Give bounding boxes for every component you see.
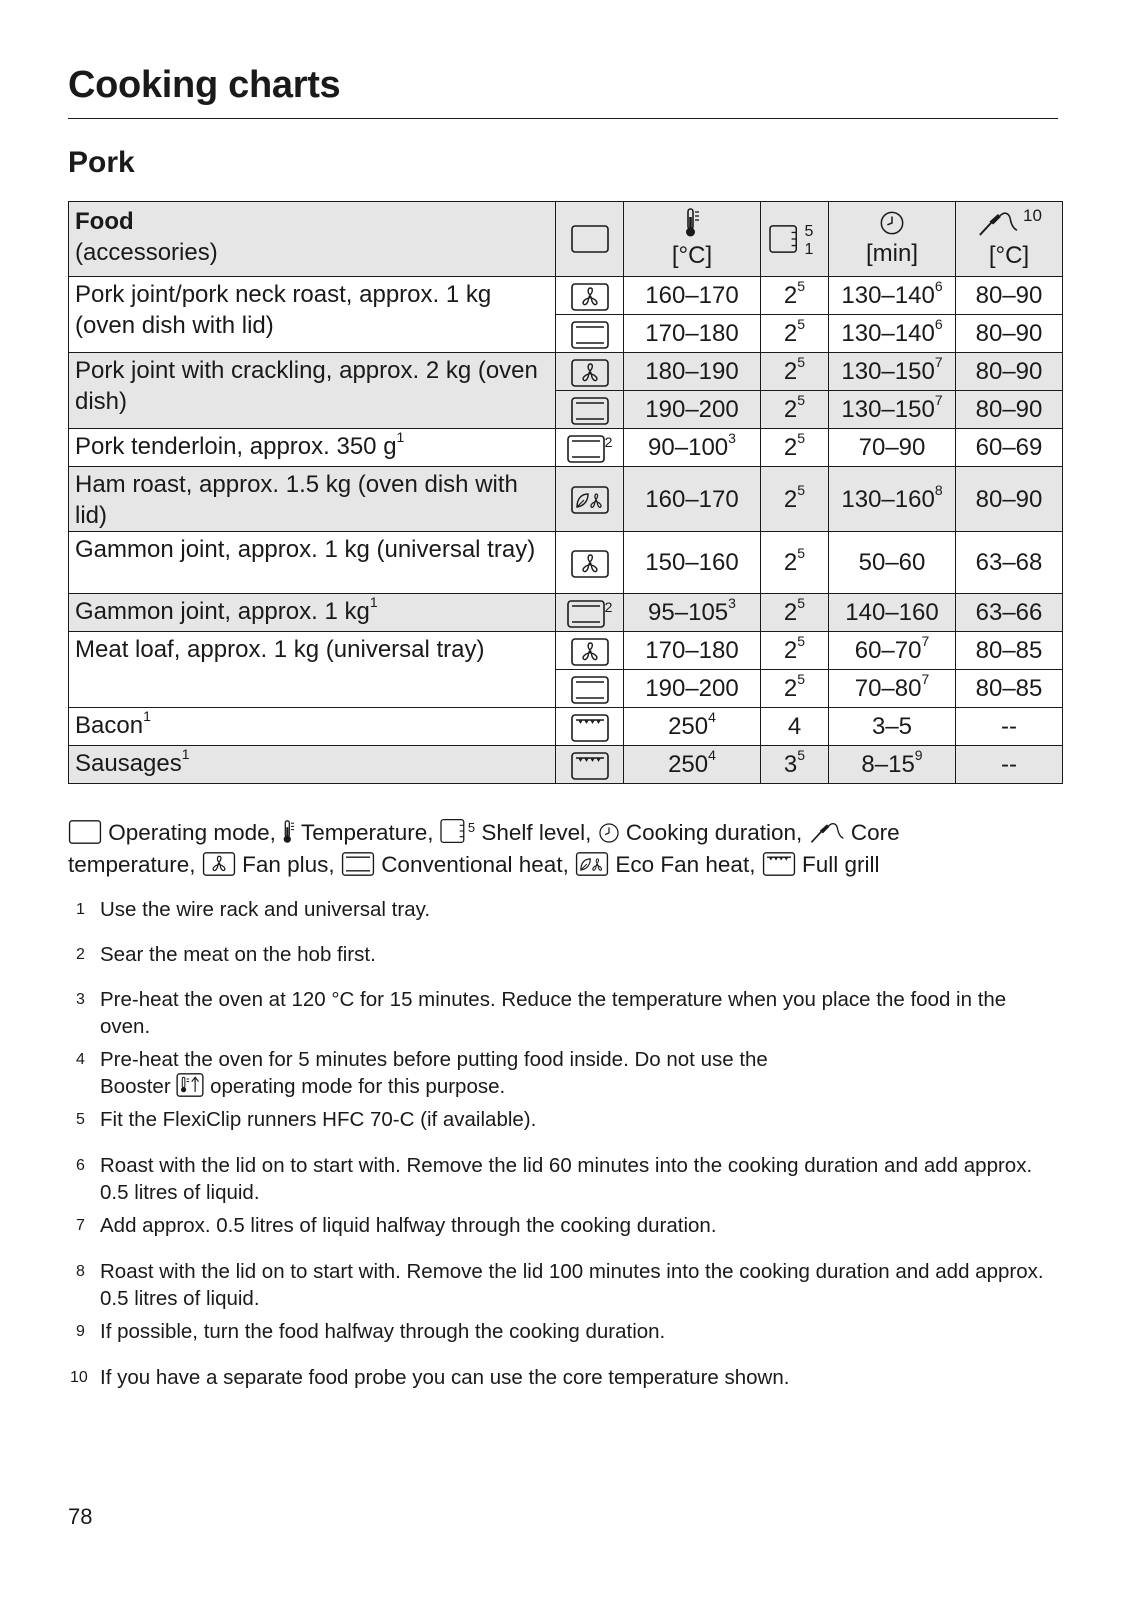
duration-cell-value: 60–70 (854, 637, 922, 664)
food-name: Pork joint with crackling, approx. 2 kg (oven dish) (75, 357, 538, 415)
temperature-cell (624, 632, 761, 670)
food-name: Pork joint/pork neck roast, approx. 1 kg (oven dish with lid) (75, 281, 492, 339)
core-header-group (969, 205, 1049, 238)
core-temperature-cell-value: 60–69 (975, 434, 1043, 461)
footnote-ref: 7 (921, 671, 930, 687)
section-title: Pork (68, 146, 135, 179)
duration-cell-value: 8–15 (861, 751, 915, 778)
temperature-cell (624, 429, 761, 467)
footnote-text: If you have a separate food probe you can use the core temperature shown. (100, 1366, 790, 1389)
footnote-ref: 5 (797, 747, 806, 763)
footnote-ref: 7 (934, 354, 943, 370)
title-divider (68, 118, 1058, 119)
core-temperature-cell (956, 467, 1063, 532)
duration-cell-value: 130–140 (841, 282, 935, 309)
shelf-level-cell-value: 2 (783, 637, 798, 664)
header-core-temperature (956, 202, 1063, 277)
operating-mode-cell (556, 353, 624, 391)
footnote-ref: 6 (934, 278, 943, 294)
header-temperature (624, 202, 761, 277)
footnote-number: 8 (76, 1263, 85, 1280)
eco-fan-heat-icon (575, 852, 609, 876)
shelf-sup-top: 5 (804, 223, 814, 240)
temperature-cell (624, 708, 761, 746)
footnote-ref: 1 (181, 746, 190, 762)
shelf-level-cell-value: 2 (783, 549, 798, 576)
food-cell (69, 746, 556, 784)
eco-fan-heat-icon (571, 486, 609, 514)
temperature-cell-value: 250 (668, 713, 709, 740)
fan-plus-icon (202, 852, 236, 876)
header-accessories-label: (accessories) (75, 239, 218, 266)
conventional-heat-icon (341, 852, 375, 876)
header-shelf-level (761, 202, 829, 277)
core-temperature-cell (956, 353, 1063, 391)
shelf-level-cell-value: 2 (783, 320, 798, 347)
table-row (69, 708, 1063, 746)
thermometer-icon (684, 208, 700, 238)
footnote-number: 6 (76, 1157, 85, 1174)
shelf-level-cell (761, 391, 829, 429)
food-cell (69, 467, 556, 532)
table-row (69, 632, 1063, 670)
footnote-ref: 2 (604, 434, 613, 450)
footnote-ref: 5 (797, 671, 806, 687)
duration-cell-value: 70–90 (858, 434, 926, 461)
core-temperature-cell-value: 80–90 (975, 320, 1043, 347)
core-temperature-cell (956, 391, 1063, 429)
header-core-unit: [°C] (988, 241, 1030, 269)
footnote-number: 2 (76, 946, 85, 963)
duration-cell (829, 746, 956, 784)
food-name: Pork tenderloin, approx. 350 g (75, 433, 397, 460)
fan-plus-icon (571, 550, 609, 578)
shelf-level-cell (761, 670, 829, 708)
core-temperature-cell-value: 80–90 (975, 485, 1043, 513)
core-temperature-cell (956, 746, 1063, 784)
conventional-heat-icon (571, 397, 609, 425)
shelf-level-cell (761, 429, 829, 467)
shelf-sup-bottom: 1 (804, 241, 814, 258)
temperature-cell-value: 170–180 (645, 637, 739, 664)
core-temperature-cell (956, 670, 1063, 708)
footnote-text: If possible, turn the food halfway through the cooking duration. (100, 1320, 666, 1343)
food-probe-icon (809, 821, 845, 844)
shelf-level-cell (761, 353, 829, 391)
table-row (69, 429, 1063, 467)
duration-cell-value: 130–140 (841, 320, 935, 347)
food-cell (69, 594, 556, 632)
footnote-ref: 1 (396, 429, 405, 445)
shelf-level-cell (761, 532, 829, 594)
shelf-level-cell-value: 4 (787, 713, 802, 740)
operating-mode-cell (556, 315, 624, 353)
footnote-number: 4 (76, 1051, 85, 1068)
shelf-level-cell (761, 315, 829, 353)
shelf-level-header-group (769, 222, 821, 256)
legend-temperature: Temperature, (301, 820, 434, 845)
table-row (69, 467, 1063, 532)
header-temperature-unit: [°C] (671, 241, 713, 269)
shelf-level-cell-value: 2 (783, 396, 798, 423)
table-row (69, 746, 1063, 784)
core-temperature-cell-value: 80–90 (975, 358, 1043, 385)
footnote-text: Use the wire rack and universal tray. (100, 898, 431, 921)
duration-cell (829, 429, 956, 467)
operating-mode-cell (556, 632, 624, 670)
legend-core: Core (850, 820, 900, 845)
core-temperature-cell (956, 429, 1063, 467)
duration-cell-value: 50–60 (858, 549, 926, 576)
core-temperature-cell-value: 80–85 (975, 637, 1043, 664)
operating-mode-icon (68, 820, 102, 844)
food-probe-icon (977, 210, 1019, 237)
shelf-level-cell-value: 2 (783, 675, 798, 702)
full-grill-icon (571, 714, 609, 742)
temperature-cell-value: 180–190 (645, 358, 739, 385)
duration-cell-value: 130–160 (841, 485, 935, 513)
shelf-level-cell (761, 594, 829, 632)
header-duration-unit: [min] (865, 239, 918, 267)
temperature-cell (624, 391, 761, 429)
temperature-cell (624, 467, 761, 532)
fan-plus-icon (571, 359, 609, 387)
operating-mode-cell (556, 391, 624, 429)
footnote-text-part: Pre-heat the oven for 5 minutes before putting food inside. Do not use the (100, 1048, 768, 1071)
food-name: Meat loaf, approx. 1 kg (universal tray) (75, 636, 485, 663)
footnote-ref: 1 (143, 708, 151, 724)
operating-mode-cell (556, 670, 624, 708)
food-name: Bacon (75, 712, 144, 739)
page-title: Cooking charts (68, 64, 341, 106)
footnote-text-part: operating mode for this purpose. (210, 1075, 506, 1098)
duration-cell (829, 532, 956, 594)
footnote-ref: 5 (797, 354, 806, 370)
conventional-heat-icon (571, 321, 609, 349)
table-row (69, 594, 1063, 632)
icon-legend: Operating mode, Temperature, $^5$ Shelf level, Cooking duration, Core temperature, Fan plus, Conventional heat, Eco Fan heat, Full grill (68, 820, 900, 877)
operating-mode-cell (556, 746, 624, 784)
table-row (69, 532, 1063, 594)
footnote-text: Sear the meat on the hob first. (100, 943, 376, 966)
food-cell (69, 532, 556, 594)
operating-mode-cell (556, 532, 624, 594)
core-temperature-cell (956, 594, 1063, 632)
food-name: Sausages (75, 750, 182, 777)
header-operating-mode (556, 202, 624, 277)
footnote-number: 1 (76, 901, 85, 918)
thermometer-icon (282, 820, 295, 844)
core-temperature-cell (956, 532, 1063, 594)
footnote-ref: 5 (797, 481, 806, 498)
operating-mode-cell (556, 708, 624, 746)
temperature-cell-value: 190–200 (645, 675, 739, 702)
operating-mode-cell (556, 467, 624, 532)
table-body (69, 277, 1063, 784)
food-cell (69, 353, 556, 429)
footnote-number: 3 (76, 991, 85, 1008)
duration-cell-value: 70–80 (854, 675, 922, 702)
core-temperature-cell (956, 632, 1063, 670)
temperature-cell (624, 746, 761, 784)
duration-cell-value: 3–5 (871, 713, 913, 740)
temperature-cell-value: 95–105 (648, 599, 729, 626)
conventional-heat-icon (571, 676, 609, 704)
food-name: Gammon joint, approx. 1 kg (75, 598, 370, 625)
duration-cell (829, 670, 956, 708)
shelf-level-icon (769, 224, 801, 254)
duration-cell (829, 391, 956, 429)
food-cell (69, 632, 556, 708)
duration-cell (829, 277, 956, 315)
duration-cell (829, 632, 956, 670)
footnote-ref: 5 (797, 545, 806, 561)
footnote-text: Roast with the lid on to start with. Remove the lid 60 minutes into the cooking duration and add approx. 0.5 litres of liquid. (100, 1154, 1033, 1204)
duration-cell-value: 140–160 (845, 599, 939, 626)
footnote-text (100, 1046, 1060, 1100)
table-header-row (69, 202, 1063, 277)
shelf-level-cell (761, 277, 829, 315)
full-grill-icon (762, 852, 796, 876)
footnote-text: Pre-heat the oven at 120 °C for 15 minutes. Reduce the temperature when you place the food in the oven. (100, 988, 1007, 1038)
core-sup: 10 (1023, 205, 1042, 225)
shelf-level-cell-value: 3 (783, 751, 798, 778)
footnote-ref: 1 (369, 594, 378, 610)
shelf-level-cell-value: 2 (783, 485, 798, 513)
temperature-cell (624, 315, 761, 353)
temperature-cell (624, 594, 761, 632)
table-row (69, 277, 1063, 315)
footnote-ref: 9 (914, 747, 923, 763)
temperature-cell-value: 150–160 (645, 549, 739, 576)
shelf-level-cell (761, 632, 829, 670)
header-food (69, 202, 556, 277)
footnote-text: Fit the FlexiClip runners HFC 70-C (if available). (100, 1108, 537, 1131)
temperature-cell-value: 170–180 (645, 320, 739, 347)
clock-icon (598, 822, 620, 844)
core-temperature-cell (956, 277, 1063, 315)
footnote-ref: 7 (921, 633, 930, 649)
operating-mode-cell (556, 277, 624, 315)
footnote-number: 7 (76, 1217, 85, 1234)
shelf-level-icon (440, 818, 468, 844)
operating-mode-cell (556, 429, 624, 467)
footnote-ref: 5 (797, 595, 806, 611)
conventional-heat-icon (567, 435, 605, 463)
duration-cell (829, 594, 956, 632)
full-grill-icon (571, 752, 609, 780)
fan-plus-icon (571, 638, 609, 666)
cooking-chart-table (68, 201, 1063, 784)
legend-core-temperature: temperature, (68, 852, 196, 877)
core-temperature-cell (956, 315, 1063, 353)
table-row (69, 353, 1063, 391)
footnote-ref: 5 (797, 430, 806, 446)
legend-eco-fan-heat: Eco Fan heat, (615, 852, 756, 877)
footnote-ref: 4 (708, 709, 716, 725)
legend-full-grill: Full grill (801, 852, 880, 877)
temperature-cell-value: 160–170 (645, 485, 739, 513)
legend-conventional-heat: Conventional heat, (381, 852, 569, 877)
food-name: Ham roast, approx. 1.5 kg (oven dish with lid) (75, 471, 518, 529)
footnote-text: Add approx. 0.5 litres of liquid halfway through the cooking duration. (100, 1214, 717, 1237)
footnote-ref: 2 (604, 599, 613, 615)
footnote-ref: 5 (797, 392, 806, 408)
legend-fan-plus: Fan plus, (242, 852, 335, 877)
temperature-cell-value: 250 (668, 751, 709, 778)
shelf-level-cell (761, 746, 829, 784)
duration-cell-value: 130–150 (841, 358, 935, 385)
shelf-level-cell (761, 467, 829, 532)
temperature-cell-value: 90–100 (648, 434, 729, 461)
food-cell (69, 429, 556, 467)
booster-icon (176, 1073, 204, 1097)
duration-cell-value: 130–150 (841, 396, 935, 423)
shelf-level-cell (761, 708, 829, 746)
core-temperature-cell-value: 80–90 (975, 282, 1043, 309)
footnote-ref: 7 (934, 392, 943, 408)
temperature-cell-value: 160–170 (645, 282, 739, 309)
legend-shelf-level: Shelf level, (481, 820, 592, 845)
temperature-cell-value: 190–200 (645, 396, 739, 423)
food-cell (69, 277, 556, 353)
header-cooking-duration (829, 202, 956, 277)
footnote-ref: 5 (797, 278, 806, 294)
footnote-ref: 6 (934, 316, 943, 332)
shelf-level-cell-value: 2 (783, 358, 798, 385)
footnote-number: 5 (76, 1111, 85, 1128)
footnote-ref: 5 (797, 316, 806, 332)
footnote-ref: 8 (934, 481, 943, 498)
core-temperature-cell-value: 80–85 (975, 675, 1043, 702)
food-name: Gammon joint, approx. 1 kg (universal tray) (75, 536, 536, 563)
fan-plus-icon (571, 283, 609, 311)
temperature-cell (624, 353, 761, 391)
temperature-cell (624, 532, 761, 594)
footnote-text: Roast with the lid on to start with. Remove the lid 100 minutes into the cooking duration and add approx. 0.5 litres of liquid. (100, 1260, 1044, 1310)
shelf-level-cell-value: 2 (783, 282, 798, 309)
footnote-ref: 4 (708, 747, 716, 763)
core-temperature-cell-value: -- (1001, 751, 1017, 778)
core-temperature-cell-value: 80–90 (975, 396, 1043, 423)
header-food-label: Food (75, 208, 134, 235)
clock-icon (879, 210, 905, 236)
legend-cooking-duration: Cooking duration, (625, 820, 803, 845)
temperature-cell (624, 277, 761, 315)
food-cell (69, 708, 556, 746)
footnote-number: 10 (70, 1369, 88, 1386)
shelf-level-cell-value: 2 (783, 599, 798, 626)
footnote-number: 9 (76, 1323, 85, 1340)
duration-cell (829, 467, 956, 532)
footnote-text-part: Booster (100, 1075, 171, 1098)
footnote-ref: 5 (797, 633, 806, 649)
operating-mode-icon (571, 225, 609, 253)
temperature-cell (624, 670, 761, 708)
duration-cell (829, 708, 956, 746)
core-temperature-cell-value: -- (1001, 713, 1017, 740)
core-temperature-cell (956, 708, 1063, 746)
core-temperature-cell-value: 63–66 (975, 599, 1043, 626)
duration-cell (829, 353, 956, 391)
duration-cell (829, 315, 956, 353)
footnote-ref: 3 (728, 595, 736, 611)
conventional-heat-icon (567, 600, 605, 628)
page-number: 78 (68, 1504, 93, 1529)
core-temperature-cell-value: 63–68 (975, 549, 1043, 576)
legend-operating-mode: Operating mode, (108, 820, 276, 845)
operating-mode-cell (556, 594, 624, 632)
footnote-ref: 3 (728, 430, 736, 446)
shelf-level-cell-value: 2 (783, 434, 798, 461)
